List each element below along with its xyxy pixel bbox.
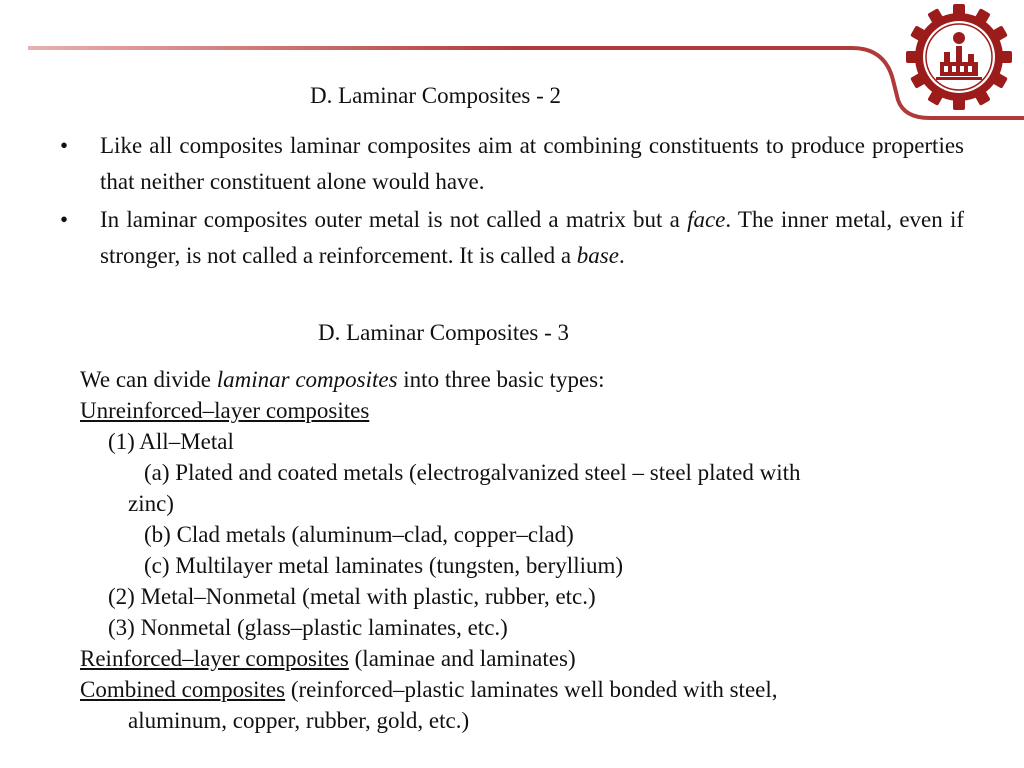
bullet-text: Like all composites laminar composites aim at combining constituents to produce properties that neither constituent alone would have.: [100, 133, 964, 194]
list-item-nonmetal: (3) Nonmetal (glass–plastic laminates, etc.): [108, 615, 508, 640]
bullet-marker: •: [60, 133, 69, 158]
bullet-marker: •: [60, 207, 69, 232]
unreinforced-heading: [80, 395, 980, 426]
header-decorative-line: [0, 0, 1024, 130]
bullet-item: [58, 202, 964, 274]
unreinforced-label: Unreinforced–layer composites: [80, 398, 370, 423]
bullet-text: .: [618, 243, 625, 268]
combined-text: (reinforced–plastic laminates well bonded with steel,: [285, 677, 778, 702]
intro-term: laminar composites: [216, 367, 398, 392]
list-item-plated-cont: zinc): [128, 491, 174, 516]
slide-title-2: D. Laminar Composites - 2: [310, 83, 562, 108]
bullet-term-base: base: [576, 243, 619, 268]
list-item-plated: (a) Plated and coated metals (electrogalvanized steel – steel plated with: [144, 460, 801, 485]
list-item-all-metal: (1) All–Metal: [108, 429, 234, 454]
composite-types-section: [80, 364, 980, 736]
intro-line: [80, 364, 980, 395]
bullet-list: [58, 128, 964, 276]
reinforced-label: Reinforced–layer composites: [80, 646, 349, 671]
slide-title-3: D. Laminar Composites - 3: [318, 320, 570, 345]
list-item-multilayer: (c) Multilayer metal laminates (tungsten, beryllium): [144, 553, 624, 578]
bullet-item: [58, 128, 964, 200]
combined-line: [80, 674, 980, 705]
bullet-term-face: face: [687, 207, 726, 232]
reinforced-text: (laminae and laminates): [348, 646, 576, 671]
bullet-text: . The inner metal, even if stronger, is not called a reinforcement. It is called a: [100, 207, 964, 268]
combined-line-cont: aluminum, copper, rubber, gold, etc.): [128, 708, 470, 733]
combined-label: Combined composites: [80, 677, 286, 702]
bullet-text: In laminar composites outer metal is not called a matrix but a: [100, 207, 688, 232]
intro-text: We can divide: [80, 367, 217, 392]
list-item-clad: (b) Clad metals (aluminum–clad, copper–clad): [144, 522, 574, 547]
reinforced-line: [80, 643, 980, 674]
list-item-metal-nonmetal: (2) Metal–Nonmetal (metal with plastic, rubber, etc.): [108, 584, 596, 609]
intro-text: into three basic types:: [397, 367, 605, 392]
university-seal-icon: [906, 4, 1012, 110]
